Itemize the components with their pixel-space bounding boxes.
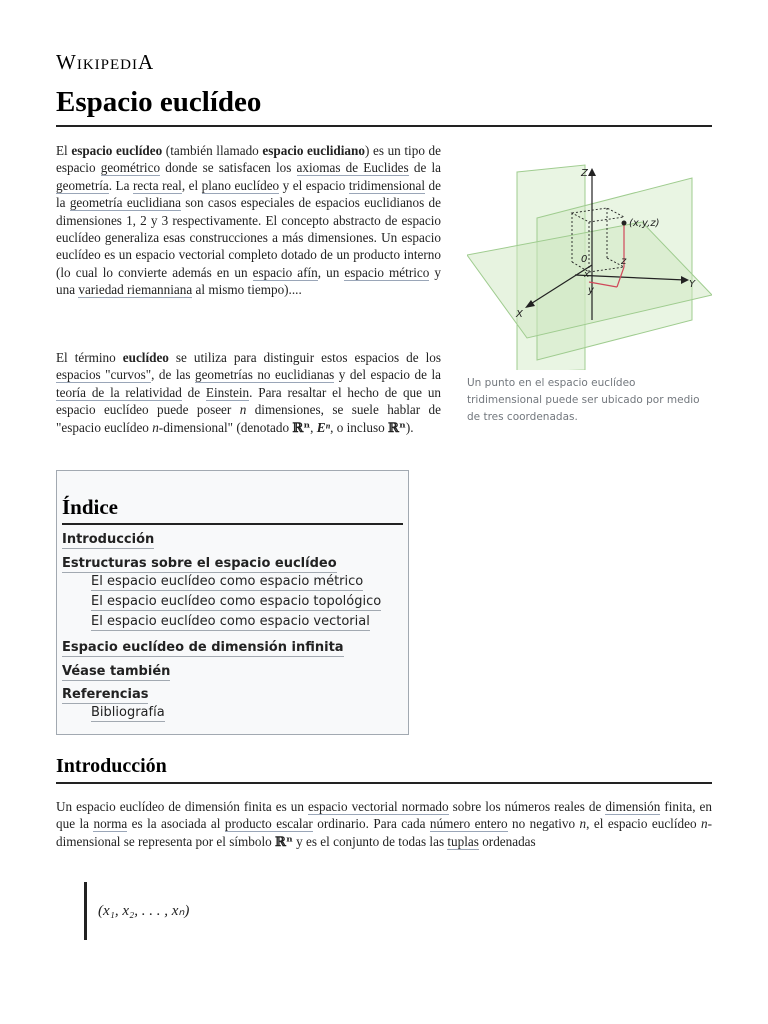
wikipedia-wordmark[interactable] [56, 50, 154, 75]
bold-term: euclídeo [122, 350, 169, 365]
inline-link[interactable]: variedad riemanniana [78, 282, 193, 298]
text-run: ) es un tipo de espacio [56, 143, 441, 176]
table-of-contents [56, 470, 409, 735]
text-run: se utiliza para distinguir estos espacios de los [168, 350, 441, 365]
text-run: n [239, 402, 247, 418]
lead-paragraph-1 [56, 142, 441, 299]
inline-link[interactable]: geometrías no euclidianas [194, 367, 335, 383]
infobox-figure[interactable] [467, 160, 712, 375]
section-divider [56, 782, 712, 784]
text-run: al mismo tiempo).... [192, 282, 302, 298]
text-run: de la [408, 160, 441, 176]
text-run: de [181, 384, 206, 400]
inline-link[interactable]: producto escalar [224, 816, 313, 832]
wordmark-middle: IKIPEDI [76, 57, 138, 73]
math-symbol: ℝⁿ [292, 420, 311, 436]
text-run: finita, en que la [56, 799, 712, 832]
text-run: y el espacio [279, 177, 349, 193]
text-run: , el [181, 177, 202, 193]
toc-link-espacio-topologico[interactable]: El espacio euclídeo como espacio topológico [91, 594, 382, 609]
inline-link[interactable]: tridimensional [348, 177, 426, 193]
inline-link[interactable]: recta real [132, 177, 182, 193]
text-run: de la [56, 177, 441, 211]
text-run: y es el conjunto de todas las [292, 833, 448, 849]
z-axis-label: Z [581, 168, 588, 179]
bold-term: espacio euclidiano [262, 143, 365, 158]
toc-link-espacio-metrico[interactable]: El espacio euclídeo como espacio métrico [91, 574, 364, 589]
inline-link[interactable]: teoría de la relatividad [56, 384, 182, 400]
text-run: no negativo [507, 816, 580, 832]
page-title: Espacio euclídeo [56, 86, 262, 118]
text-run: ). [405, 419, 414, 435]
point-marker [622, 221, 627, 226]
infobox-caption: Un punto en el espacio euclídeo tridimensional puede ser ubicado por medio de tres coordenadas. [467, 377, 700, 423]
text-run: ordenadas [478, 833, 536, 849]
toc-divider [62, 523, 403, 525]
text-run: y una [56, 264, 441, 298]
y-coord-label: y [588, 285, 594, 296]
text-run: , [310, 419, 317, 435]
toc-link-vease-tambien[interactable]: Véase también [62, 664, 171, 679]
text-run: y del espacio de la [334, 367, 441, 383]
math-symbol: ℝⁿ [388, 420, 406, 436]
y-axis-label: Y [689, 279, 696, 290]
euclidean-space-diagram [467, 160, 712, 370]
intro-paragraph [56, 798, 712, 851]
lead-paragraph-2 [56, 349, 441, 437]
z-axis-arrow [588, 168, 596, 176]
wordmark-initial: W [56, 50, 77, 74]
inline-link[interactable]: espacio afín [252, 264, 318, 280]
text-run: El término [56, 350, 123, 365]
text-run: n [701, 816, 708, 832]
toc-link-espacio-vectorial[interactable]: El espacio euclídeo como espacio vectorial [91, 614, 370, 629]
section-heading-introduccion: Introducción [56, 755, 167, 777]
text-run: . La [108, 177, 133, 193]
text-run: -dimensional se representa por el símbolo [56, 816, 712, 849]
toc-link-estructuras[interactable]: Estructuras sobre el espacio euclídeo [62, 556, 337, 571]
text-run: es la asociada al [127, 816, 225, 832]
text-run: dimensiones, se suele hablar de "espacio euclídeo [56, 402, 441, 435]
inline-link[interactable]: tuplas [447, 833, 479, 849]
text-run: , o incluso [330, 419, 389, 435]
text-run: (también llamado [162, 143, 263, 158]
inline-link[interactable]: espacio vectorial normado [308, 799, 449, 814]
toc-link-introduccion[interactable]: Introducción [62, 532, 155, 547]
inline-link[interactable]: Einstein [205, 384, 250, 400]
x-coord-label: x [584, 270, 590, 280]
text-run: , de las [151, 367, 195, 383]
toc-link-referencias[interactable]: Referencias [62, 687, 149, 702]
tuple-formula: (x₁, x₂, . . . , xₙ) [98, 903, 190, 919]
text-run: n [152, 419, 159, 435]
toc-link-bibliografia[interactable]: Bibliografía [91, 705, 165, 720]
math-symbol: ℝⁿ [275, 834, 293, 850]
text-run: , el espacio euclídeo [586, 816, 701, 832]
text-run: Un espacio euclídeo de dimensión finita es un [56, 799, 308, 814]
inline-link[interactable]: espacio métrico [344, 264, 430, 280]
text-run: ordinario. Para cada [312, 816, 430, 832]
text-run: son casos especiales de espacios euclidianos de dimensiones 1, 2 y 3 respectivamente. El concepto abstracto de espacio euclídeo generaliza esas construcciones a más dimensiones. Un espacio euclídeo es un espacio vectorial completo dotado de un producto interno (lo cual lo convierte además en un [56, 195, 441, 280]
inline-link[interactable]: geométrico [100, 160, 161, 176]
x-axis-label: X [516, 309, 523, 320]
bold-term: Eⁿ [316, 419, 331, 435]
inline-link[interactable]: geometría euclidiana [69, 195, 182, 211]
inline-link[interactable]: axiomas de Euclides [296, 160, 409, 176]
point-label: (x,y,z) [629, 218, 660, 229]
bold-term: espacio euclídeo [71, 143, 163, 158]
text-run: El [56, 143, 72, 158]
toc-title: Índice [62, 495, 119, 519]
inline-link[interactable]: norma [93, 816, 128, 832]
inline-link[interactable]: dimensión [605, 799, 661, 814]
text-run: . Para resaltar el hecho de que un espacio euclídeo puede poseer [56, 384, 442, 418]
inline-link[interactable]: geometría [56, 177, 109, 193]
text-run: -dimensional" (denotado [158, 419, 293, 435]
origin-label: 0 [581, 254, 588, 265]
z-coord-label: z [621, 256, 627, 267]
inline-link[interactable]: plano euclídeo [201, 177, 280, 193]
toc-link-dimension-infinita[interactable]: Espacio euclídeo de dimensión infinita [62, 640, 344, 655]
title-divider [56, 125, 712, 127]
text-run: sobre los números reales de [448, 799, 606, 814]
formula-block-bar [84, 882, 87, 940]
text-run: , un [317, 264, 345, 280]
inline-link[interactable]: número entero [429, 816, 508, 832]
text-run: donde se satisfacen los [160, 160, 297, 176]
inline-link[interactable]: espacios "curvos" [56, 367, 152, 383]
wordmark-final: A [137, 50, 155, 74]
text-run: n [579, 816, 587, 832]
